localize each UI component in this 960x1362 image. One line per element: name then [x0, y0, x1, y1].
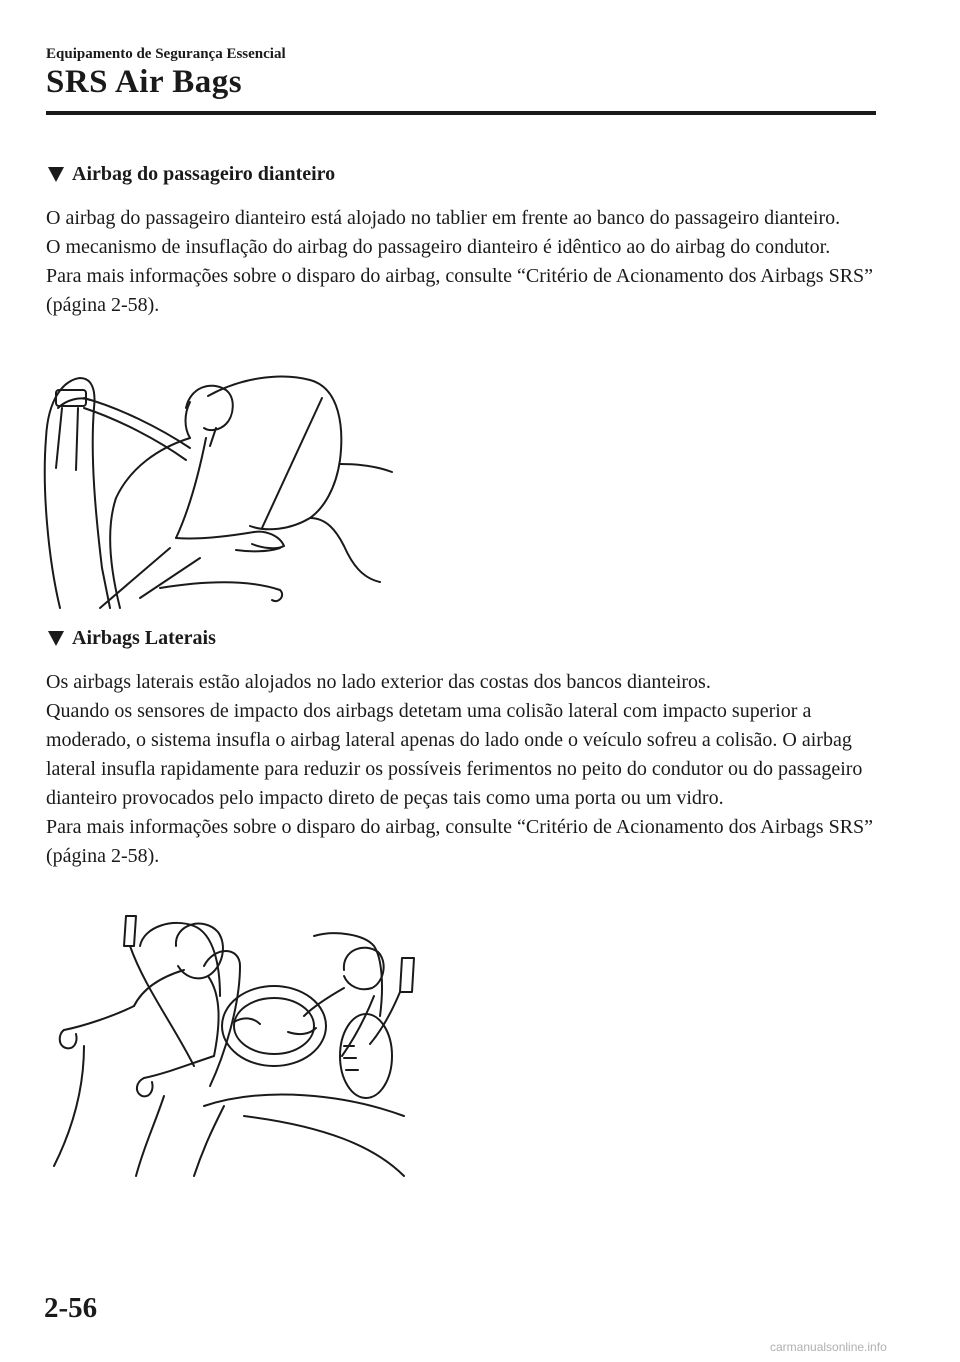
- section-body-side-airbags: [46, 668, 876, 871]
- front-passenger-airbag-illustration: [40, 368, 400, 610]
- watermark: carmanualsonline.info: [770, 1340, 887, 1354]
- header-divider: [46, 111, 876, 115]
- section-heading-text: Airbags Laterais: [72, 627, 216, 649]
- triangle-bullet-icon: [48, 167, 64, 182]
- section-body-front-passenger-airbag: [46, 204, 876, 320]
- triangle-bullet-icon: [48, 631, 64, 646]
- paragraph: O airbag do passageiro dianteiro está alojado no tablier em frente ao banco do passageiro dianteiro.: [46, 207, 841, 229]
- paragraph: Para mais informações sobre o disparo do airbag, consulte “Critério de Acionamento dos Airbags SRS” (página 2-58).: [46, 816, 874, 867]
- page-number: 2-56: [44, 1292, 98, 1324]
- section-heading-text: Airbag do passageiro dianteiro: [72, 163, 336, 185]
- side-airbags-illustration: [44, 906, 444, 1178]
- paragraph: Os airbags laterais estão alojados no lado exterior das costas dos bancos dianteiros.: [46, 671, 711, 693]
- paragraph: Quando os sensores de impacto dos airbags detetam uma colisão lateral com impacto superior a moderado, o sistema insufla o airbag lateral apenas do lado onde o veículo sofreu a colisão. O airbag lateral insufla rapidamente para reduzir os possíveis ferimentos no peito do condutor ou do passageiro dianteiro provocados pelo impacto direto de peças tais como uma porta ou um vidro.: [46, 700, 863, 809]
- page-title: SRS Air Bags: [46, 64, 243, 100]
- paragraph: Para mais informações sobre o disparo do airbag, consulte “Critério de Acionamento dos Airbags SRS” (página 2-58).: [46, 265, 874, 316]
- section-heading-front-passenger-airbag: [46, 163, 335, 186]
- paragraph: O mecanismo de insuflação do airbag do passageiro dianteiro é idêntico ao do airbag do condutor.: [46, 236, 831, 258]
- section-category: Equipamento de Segurança Essencial: [46, 46, 286, 62]
- section-heading-side-airbags: [46, 627, 216, 650]
